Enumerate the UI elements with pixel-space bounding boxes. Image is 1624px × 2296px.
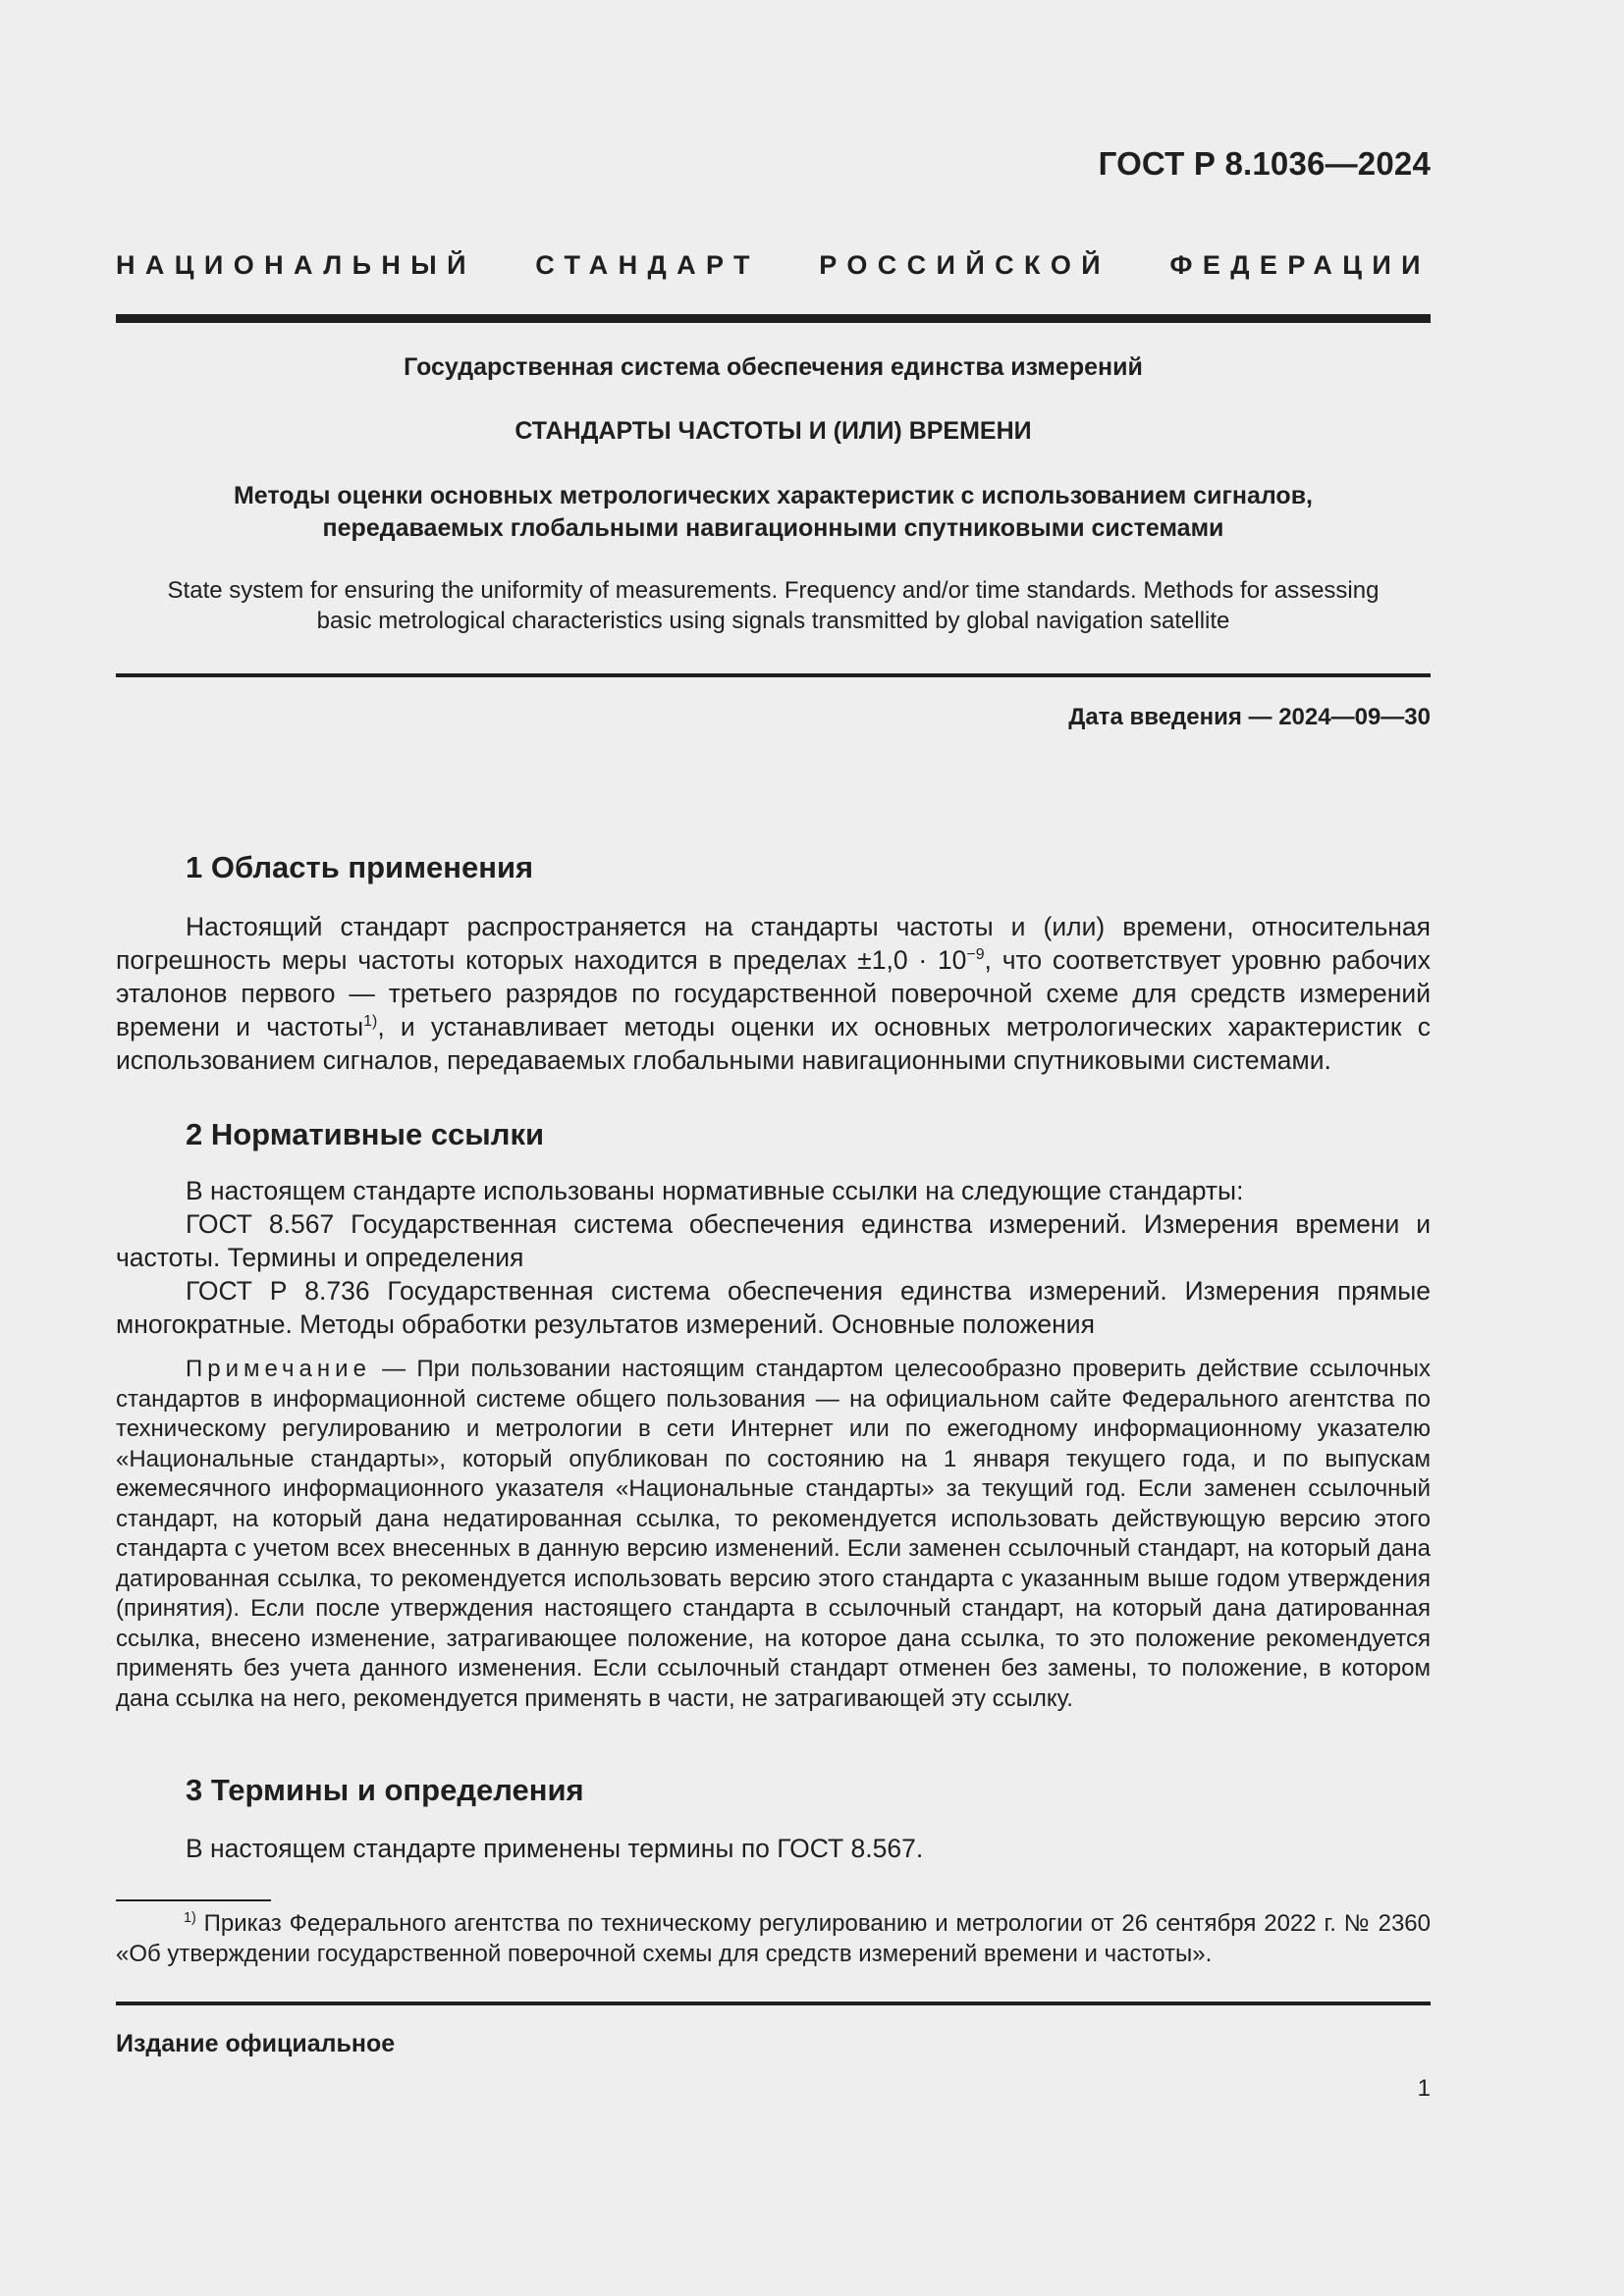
official-edition-label: Издание официальное [116,2030,396,2057]
section-3-title: 3 Термины и определения [186,1773,584,1807]
section-1-paragraph [116,910,1431,1077]
header-rule [116,314,1431,323]
standard-title: СТАНДАРТЫ ЧАСТОТЫ И (ИЛИ) ВРЕМЕНИ [514,417,1032,445]
note [116,1355,1431,1714]
section-2-intro: В настоящем стандарте использованы нормативные ссылки на следующие стандарты: [186,1176,1244,1205]
title-rule [116,673,1431,677]
footnote-marker: 1) [184,1910,196,1926]
footnote-reference[interactable]: 1) [363,1013,378,1031]
methods-title-line1: Методы оценки основных метрологических характеристик с использованием сигналов, [233,482,1314,509]
page-number: 1 [1417,2075,1431,2102]
footnote [116,1908,1431,1969]
section-1-title: 1 Область применения [186,850,534,884]
section-2-text [116,1174,1431,1341]
note-body: — При пользовании настоящим стандартом целесообразно проверить действие ссылочных стандартов в информационной системе общего пользования — на официальном сайте Федерального агентства по техническому регулированию и метрологии в сети Интернет или по ежегодному информационному указателю «Национальные стандарты», который опубликован по состоянию на 1 января текущего года, и по выпускам ежемесячного информационного указателя «Национальные стандарты» за текущий год. Если заменен ссылочный стандарт, на который дана недатированная ссылка, то рекомендуется использовать действующую версию этого стандарта с учетом всех внесенных в данную версию изменений. Если заменен ссылочный стандарт, на который дана датированная ссылка, то рекомендуется использовать версию этого стандарта с указанным выше годом утверждения (принятия). Если после утверждения настоящего стандарта в ссылочный стандарт, на который дана датированная ссылка, внесено изменение, затрагивающее положение, на которое дана ссылка, то это положение рекомендуется применять без учета данного изменения. Если ссылочный стандарт отменен без замены, то положение, в котором дана ссылка на него, рекомендуется применять в части, не затрагивающей эту ссылку. [116,1356,1431,1712]
reference-gost-8-567: ГОСТ 8.567 Государственная система обеспечения единства измерений. Измерения времени и частоты. Термины и определения [116,1209,1431,1272]
national-standard-title: НАЦИОНАЛЬНЫЙ СТАНДАРТ РОССИЙСКОЙ ФЕДЕРАЦИИ [116,250,1431,280]
english-title-line2: basic metrological characteristics using signals transmitted by global navigation satellite [316,608,1230,634]
section-1-text [116,910,1431,1077]
section-3-text: В настоящем стандарте применены термины по ГОСТ 8.567. [186,1834,924,1863]
reference-gost-r-8-736: ГОСТ Р 8.736 Государственная система обеспечения единства измерений. Измерения прямые многократные. Методы обработки результатов измерений. Основные положения [116,1276,1431,1339]
section-1-text-c: , и устанавливает методы оценки их основных метрологических характеристик с использованием сигналов, передаваемых глобальными навигационными спутниковыми системами. [116,1012,1431,1075]
section-2-title: 2 Нормативные ссылки [186,1117,545,1151]
footer-rule [116,2002,1431,2005]
footnote-separator [116,1899,271,1901]
english-title-line1: State system for ensuring the uniformity of measurements. Frequency and/or time standards. Methods for assessing [167,577,1380,604]
methods-title-line2: передаваемых глобальными навигационными спутниковыми системами [322,514,1224,542]
document-code: ГОСТ Р 8.1036—2024 [1098,145,1431,182]
system-title: Государственная система обеспечения единства измерений [404,353,1143,381]
section-1-text-b: , что соответствует уровню рабочих эталонов первого — третьего разрядов по государственной поверочной схеме для средств измерений времени и частоты [116,945,1431,1041]
methods-title [116,480,1431,545]
english-title [116,575,1431,636]
exponent: −9 [966,946,985,964]
note-label: Примечание [186,1356,371,1382]
introduction-date: Дата введения — 2024—09—30 [1068,704,1431,730]
section-1-text-a: Настоящий стандарт распространяется на стандарты частоты и (или) времени, относительная погрешность меры частоты которых находится в пределах ±1,0 · 10 [116,912,1431,975]
footnote-text: Приказ Федерального агентства по техническому регулированию и метрологии от 26 сентября 2022 г. № 2360 «Об утверждении государственной поверочной схемы для средств измерений времени и частоты». [116,1910,1431,1967]
